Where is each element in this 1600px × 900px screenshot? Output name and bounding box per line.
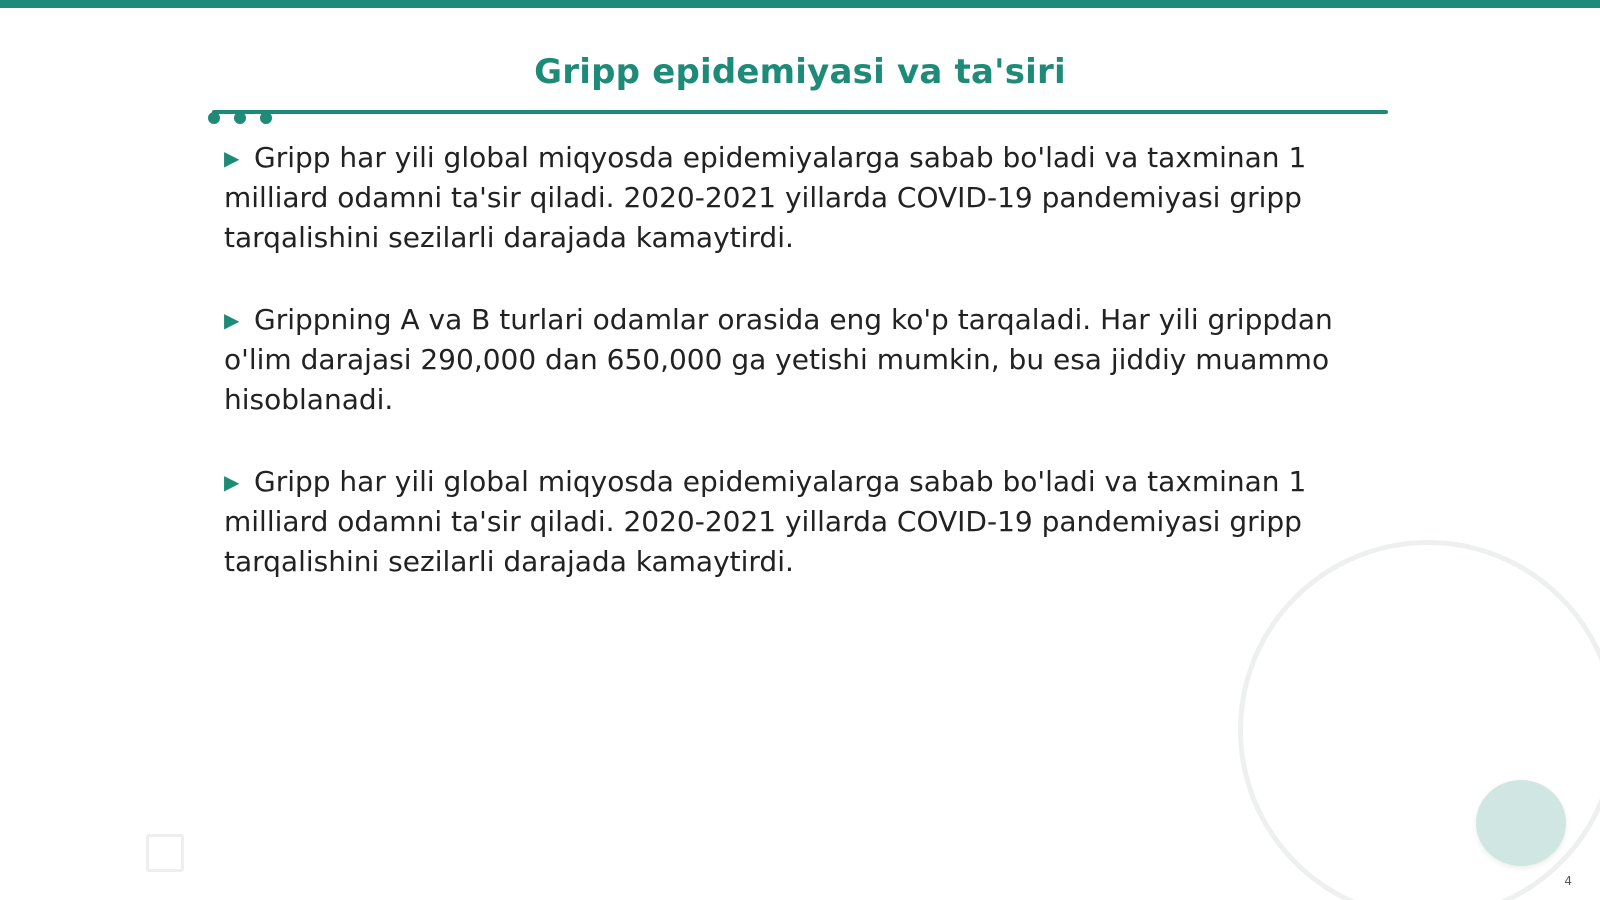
page-number: 4 xyxy=(1564,874,1572,888)
decor-dot xyxy=(260,112,272,124)
bullet-text: Grippning A va B turlari odamlar orasida eng ko'p tarqaladi. Har yili grippdan o'lim darajasi 290,000 dan 650,000 ga yetishi mumkin, bu esa jiddiy muammo hisoblanadi. xyxy=(224,303,1333,416)
bullet-list xyxy=(224,138,1384,624)
decor-dot xyxy=(234,112,246,124)
triangle-bullet-icon: ▶ xyxy=(224,308,240,332)
bullet-item xyxy=(224,138,1384,258)
decor-dot xyxy=(208,112,220,124)
bullet-text: Gripp har yili global miqyosda epidemiyalarga sabab bo'ladi va taxminan 1 milliard odamni ta'sir qiladi. 2020-2021 yillarda COVID-19 pandemiyasi gripp tarqalishini sezilarli darajada kamaytirdi. xyxy=(224,465,1307,578)
slide-title: Gripp epidemiyasi va ta'siri xyxy=(534,52,1066,92)
bullet-item xyxy=(224,462,1384,582)
bullet-item xyxy=(224,300,1384,420)
bullet-text: Gripp har yili global miqyosda epidemiyalarga sabab bo'ladi va taxminan 1 milliard odamni ta'sir qiladi. 2020-2021 yillarda COVID-19 pandemiyasi gripp tarqalishini sezilarli darajada kamaytirdi. xyxy=(224,141,1307,254)
triangle-bullet-icon: ▶ xyxy=(224,146,240,170)
top-accent-bar xyxy=(0,0,1600,8)
decor-circle-filled xyxy=(1476,780,1566,866)
decor-square xyxy=(146,834,184,872)
title-underline xyxy=(212,110,1388,114)
triangle-bullet-icon: ▶ xyxy=(224,470,240,494)
